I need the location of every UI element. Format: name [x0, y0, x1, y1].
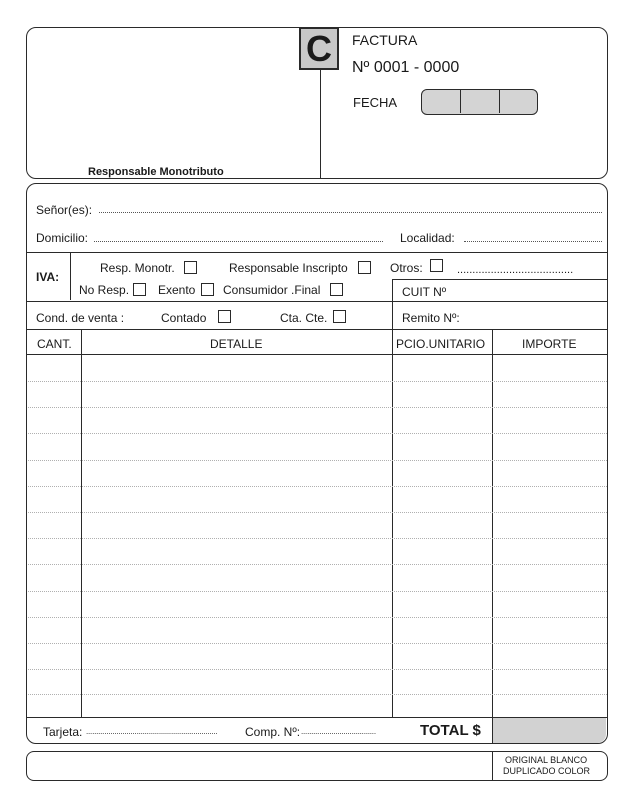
column-divider [81, 329, 82, 717]
divider [27, 252, 607, 253]
invoice-letter: C [306, 27, 332, 69]
divider [392, 279, 607, 280]
table-row[interactable] [28, 643, 607, 644]
iva-option-label: Resp. Monotr. [100, 261, 175, 275]
iva-consumidor-final-checkbox[interactable] [330, 283, 343, 296]
divider [70, 252, 71, 300]
card-fill: ................................................................. [86, 727, 218, 736]
locality-label: Localidad: [400, 231, 455, 245]
invoice-number: Nº 0001 - 0000 [352, 59, 460, 76]
table-row[interactable] [28, 407, 607, 408]
copy-duplicate-label: DUPLICADO COLOR [503, 766, 591, 776]
table-row[interactable] [28, 694, 607, 695]
table-header-divider [27, 354, 607, 355]
customer-name-line[interactable] [99, 212, 602, 213]
table-row[interactable] [28, 433, 607, 434]
total-amount-field[interactable] [493, 718, 606, 743]
voucher-fill: ..................................... [301, 727, 376, 736]
table-row[interactable] [28, 669, 607, 670]
iva-no-resp-checkbox[interactable] [133, 283, 146, 296]
column-header-pcio-unitario: PCIO.UNITARIO [396, 337, 486, 351]
column-header-detalle: DETALLE [210, 337, 263, 351]
divider [27, 301, 607, 302]
date-separator [460, 90, 461, 113]
divider [392, 301, 393, 329]
column-header-cant: CANT. [37, 337, 72, 351]
voucher-label: Comp. Nº: [245, 725, 301, 739]
iva-exento-checkbox[interactable] [201, 283, 214, 296]
taxpayer-category: Responsable Monotributo [88, 166, 224, 178]
iva-option-label: Responsable Inscripto [229, 261, 348, 275]
iva-label: IVA: [36, 270, 60, 284]
divider [392, 279, 393, 301]
remito-label: Remito Nº: [402, 311, 460, 325]
date-separator [499, 90, 500, 113]
column-header-importe: IMPORTE [522, 337, 577, 351]
contado-checkbox[interactable] [218, 310, 231, 323]
invoice-title: FACTURA [352, 32, 418, 48]
date-label: FECHA [353, 95, 398, 110]
divider [27, 329, 607, 330]
table-row[interactable] [28, 564, 607, 565]
header-divider [320, 67, 321, 179]
iva-option-label: Otros: [390, 261, 423, 275]
iva-option-label: Consumidor .Final [223, 283, 321, 297]
sale-condition-label: Cond. de venta : [36, 311, 125, 325]
iva-otros-checkbox[interactable] [430, 259, 443, 272]
iva-option-label: No Resp. [79, 283, 130, 297]
invoice-letter-box [299, 27, 339, 70]
table-row[interactable] [28, 591, 607, 592]
copy-original-label: ORIGINAL BLANCO [505, 755, 588, 765]
iva-option-label: Exento [158, 283, 196, 297]
table-row[interactable] [28, 538, 607, 539]
table-row[interactable] [28, 460, 607, 461]
table-row[interactable] [28, 512, 607, 513]
sale-option-label: Cta. Cte. [280, 311, 328, 325]
card-label: Tarjeta: [43, 725, 83, 739]
total-label: TOTAL $ [420, 722, 481, 739]
table-row[interactable] [28, 486, 607, 487]
copies-divider [492, 751, 493, 781]
column-divider [392, 329, 393, 717]
table-row[interactable] [28, 381, 607, 382]
iva-inscripto-checkbox[interactable] [358, 261, 371, 274]
address-line[interactable] [94, 241, 383, 242]
locality-line[interactable] [464, 241, 602, 242]
column-divider [492, 329, 493, 744]
cuenta-corriente-checkbox[interactable] [333, 310, 346, 323]
cuit-label: CUIT Nº [402, 285, 447, 299]
iva-otros-fill: ...................................... [457, 264, 574, 276]
table-row[interactable] [28, 617, 607, 618]
date-field[interactable] [421, 89, 538, 115]
iva-monotributo-checkbox[interactable] [184, 261, 197, 274]
sale-option-label: Contado [161, 311, 207, 325]
customer-name-label: Señor(es): [36, 203, 93, 217]
address-label: Domicilio: [36, 231, 89, 245]
